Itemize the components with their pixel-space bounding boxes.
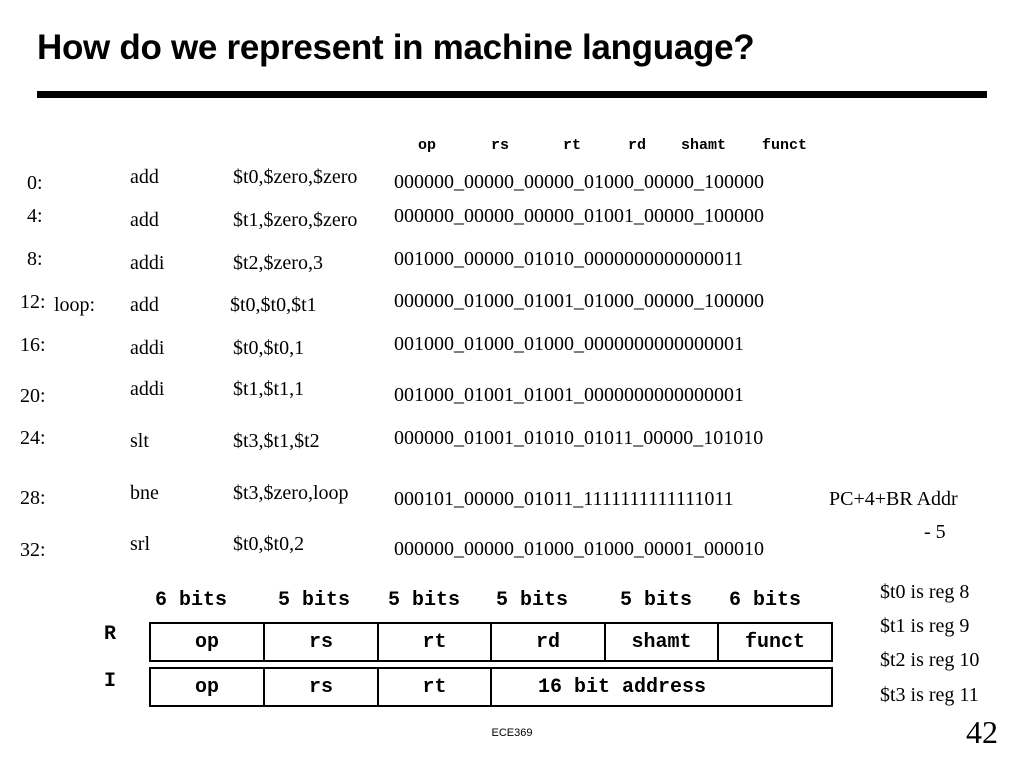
bit-width-op: 6 bits (155, 589, 228, 612)
row-operands: $t1,$zero,$zero (233, 209, 358, 231)
bit-width-shamt: 5 bits (620, 589, 693, 612)
title-rule (37, 91, 987, 98)
row-machine-code: 000000_00000_00000_01001_00000_100000 (394, 205, 764, 227)
header-rs: rs (491, 137, 510, 154)
r-field-rt: rt (379, 624, 492, 660)
r-field-funct: funct (744, 630, 805, 654)
register-note: $t1 is reg 9 (880, 615, 970, 637)
row-opcode: add (130, 294, 159, 316)
bit-width-rd: 5 bits (496, 589, 569, 612)
row-operands: $t0,$t0,2 (233, 533, 305, 555)
register-note: $t2 is reg 10 (880, 649, 980, 671)
bit-width-rt: 5 bits (388, 589, 461, 612)
row-machine-code: 001000_01000_01000_0000000000000001 (394, 333, 744, 355)
row-machine-code: 001000_00000_01010_0000000000000011 (394, 248, 744, 270)
row-address: 0: (27, 172, 43, 194)
r-field-shamt: shamt (606, 624, 719, 660)
row-machine-code: 000000_00000_01000_01000_00001_000010 (394, 538, 764, 560)
r-field-op: op (151, 624, 265, 660)
row-opcode: addi (130, 252, 165, 274)
page-number: 42 (966, 714, 998, 750)
header-rt: rt (563, 137, 582, 154)
row-address: 12: (20, 291, 46, 313)
header-shamt: shamt (681, 137, 727, 154)
row-address: 32: (20, 539, 46, 561)
row-operands: $t0,$zero,$zero (233, 166, 358, 188)
r-format-label: R (104, 623, 117, 646)
register-note: $t0 is reg 8 (880, 581, 970, 603)
row-address: 8: (27, 248, 43, 270)
i-field-rs: rs (265, 669, 379, 705)
row-operands: $t1,$t1,1 (233, 378, 305, 400)
header-rd: rd (628, 137, 647, 154)
row-operands: $t3,$t1,$t2 (233, 430, 320, 452)
branch-note: PC+4+BR Addr (829, 488, 958, 510)
row-machine-code: 000000_00000_00000_01000_00000_100000 (394, 171, 764, 193)
row-opcode: add (130, 166, 159, 188)
branch-offset-note: - 5 (924, 521, 946, 543)
r-field-rs: rs (265, 624, 379, 660)
row-address: 4: (27, 205, 43, 227)
row-machine-code: 001000_01001_01001_0000000000000001 (394, 384, 744, 406)
i-field-address: 16 bit address (538, 675, 707, 699)
row-operands: $t0,$t0,1 (233, 337, 305, 359)
bit-width-funct: 6 bits (729, 589, 802, 612)
row-opcode: addi (130, 337, 165, 359)
bit-width-rs: 5 bits (278, 589, 351, 612)
footer-course: ECE369 (491, 727, 533, 739)
row-machine-code: 000101_00000_01011_1111111111111011 (394, 488, 734, 510)
i-field-rt: rt (379, 669, 492, 705)
i-format-box (149, 667, 833, 707)
i-format-label: I (104, 670, 117, 693)
row-address: 20: (20, 385, 46, 407)
row-label: loop: (54, 294, 96, 316)
r-field-rd: rd (492, 624, 606, 660)
row-opcode: addi (130, 378, 165, 400)
slide-title: How do we represent in machine language? (37, 28, 755, 67)
header-op: op (418, 137, 437, 154)
row-opcode: add (130, 209, 159, 231)
row-operands: $t3,$zero,loop (233, 482, 349, 504)
r-format-box (149, 622, 833, 662)
row-address: 24: (20, 427, 46, 449)
row-opcode: slt (130, 430, 149, 452)
row-address: 16: (20, 334, 46, 356)
header-funct: funct (762, 137, 808, 154)
i-field-op: op (151, 669, 265, 705)
row-operands: $t2,$zero,3 (233, 252, 323, 274)
row-address: 28: (20, 487, 46, 509)
row-machine-code: 000000_01000_01001_01000_00000_100000 (394, 290, 764, 312)
row-machine-code: 000000_01001_01010_01011_00000_101010 (394, 427, 764, 449)
row-operands: $t0,$t0,$t1 (230, 294, 317, 316)
row-opcode: bne (130, 482, 159, 504)
row-opcode: srl (130, 533, 150, 555)
register-note: $t3 is reg 11 (880, 684, 979, 706)
